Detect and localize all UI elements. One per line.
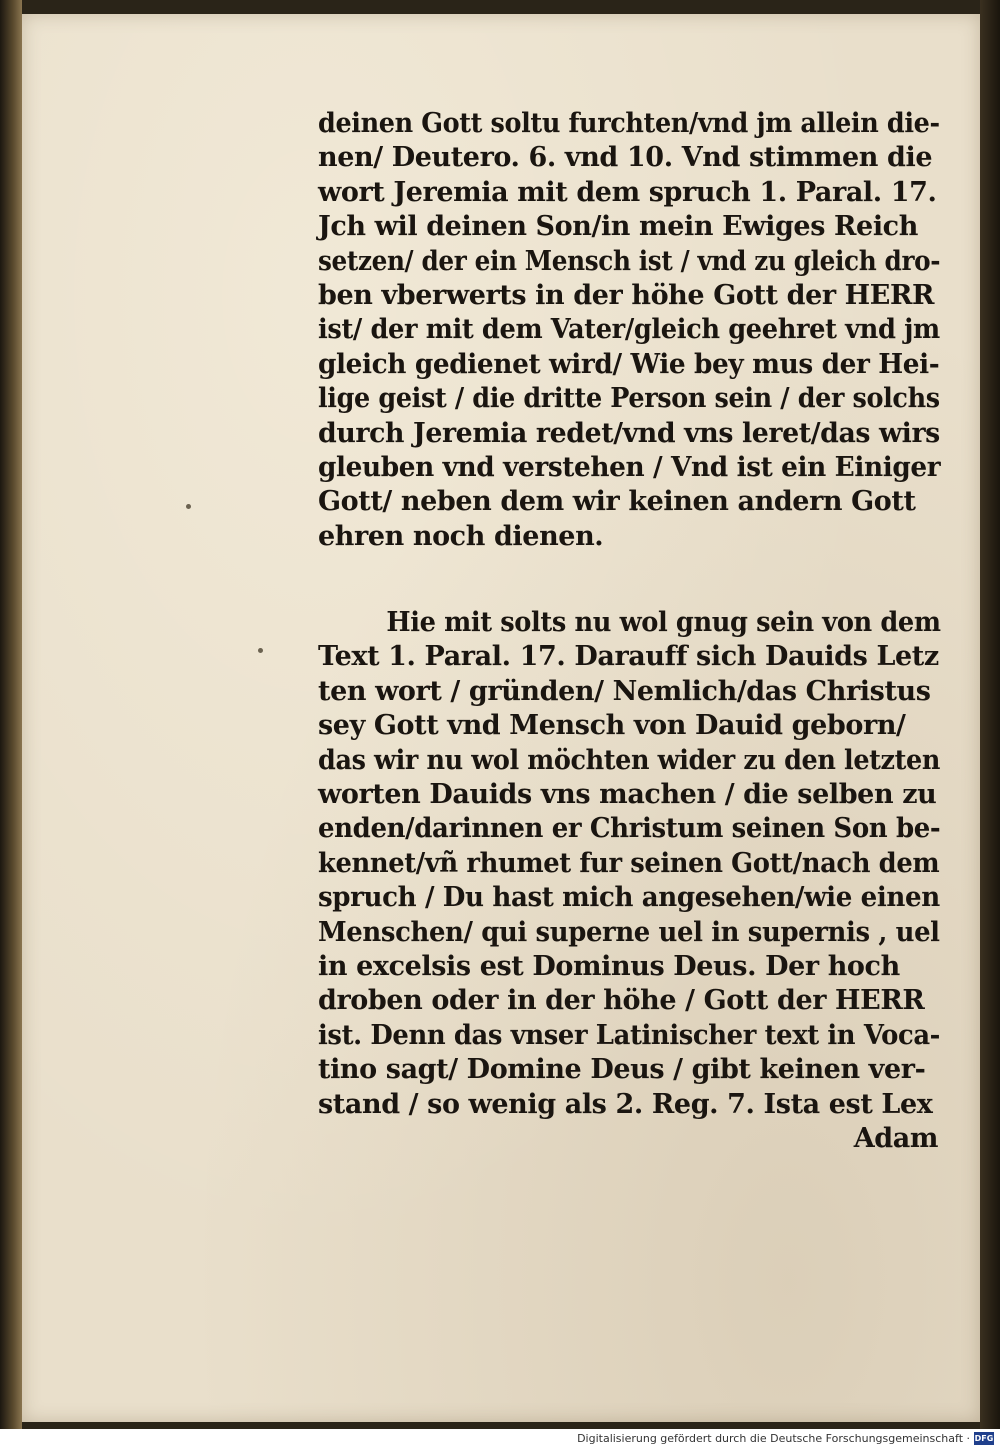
text-line: nen/ Deutero. 6. vnd 10. Vnd stimmen die bbox=[318, 142, 933, 174]
text-line: enden/darinnen er Christum seinen Son be- bbox=[318, 813, 941, 845]
text-line: deinen Gott soltu furchten/vnd jm allein die- bbox=[318, 108, 940, 139]
text-line: tino sagt/ Domine Deus / gibt keinen ver- bbox=[318, 1054, 926, 1086]
text-line: Menschen/ qui superne uel in supernis , uel bbox=[318, 916, 940, 948]
text-line: das wir nu wol möchten wider zu den letzten bbox=[318, 744, 941, 776]
page-text bbox=[318, 107, 948, 1156]
paragraph-2 bbox=[318, 606, 948, 1156]
catchword: Adam bbox=[853, 1122, 938, 1154]
text-line: droben oder in der höhe / Gott der HERR bbox=[318, 985, 925, 1017]
text-line: ehren noch dienen. bbox=[318, 520, 604, 552]
text-line: sey Gott vnd Mensch von Dauid geborn/ bbox=[318, 710, 906, 742]
text-line: gleuben vnd verstehen / Vnd ist ein Einiger bbox=[318, 451, 941, 483]
text-line: wort Jeremia mit dem spruch 1. Paral. 17. bbox=[318, 176, 937, 208]
text-line: Jch wil deinen Son/in mein Ewiges Reich bbox=[318, 211, 918, 243]
paper-blemish bbox=[186, 504, 191, 509]
text-line: Gott/ neben dem wir keinen andern Gott bbox=[318, 486, 916, 518]
text-line: ist. Denn das vnser Latinischer text in Voca- bbox=[318, 1019, 941, 1051]
text-line: stand / so wenig als 2. Reg. 7. Ista est Lex bbox=[318, 1088, 933, 1120]
book-spine bbox=[0, 0, 22, 1429]
text-line: Text 1. Paral. 17. Darauff sich Dauids Letz bbox=[318, 641, 939, 673]
text-line: in excelsis est Dominus Deus. Der hoch bbox=[318, 950, 900, 982]
paper-blemish bbox=[258, 648, 263, 653]
text-line: spruch / Du hast mich angesehen/wie einen bbox=[318, 882, 940, 914]
funding-credit: Digitalisierung gefördert durch die Deutsche Forschungsgemeinschaft · bbox=[577, 1432, 970, 1445]
footer-bar bbox=[0, 1429, 1000, 1449]
dfg-logo-icon: DFG bbox=[974, 1434, 994, 1443]
page-edge bbox=[980, 0, 1000, 1429]
text-line: lige geist / die dritte Person sein / der solchs bbox=[318, 383, 940, 415]
text-line: Hie mit solts nu wol gnug sein von dem bbox=[386, 607, 941, 639]
text-line: ist/ der mit dem Vater/gleich geehret vnd jm bbox=[318, 314, 940, 346]
text-line: durch Jeremia redet/vnd vns leret/das wirs bbox=[318, 417, 940, 449]
text-line: ben vberwerts in der höhe Gott der HERR bbox=[318, 279, 935, 311]
text-line: worten Dauids vns machen / die selben zu bbox=[318, 779, 937, 811]
text-line: ten wort / gründen/ Nemlich/das Christus bbox=[318, 675, 931, 707]
paragraph-1 bbox=[318, 107, 948, 554]
text-line: kennet/vñ rhumet fur seinen Gott/nach dem bbox=[318, 847, 940, 879]
text-line: setzen/ der ein Mensch ist / vnd zu gleich dro- bbox=[318, 245, 941, 277]
text-line: gleich gedienet wird/ Wie bey mus der Hei- bbox=[318, 348, 940, 380]
